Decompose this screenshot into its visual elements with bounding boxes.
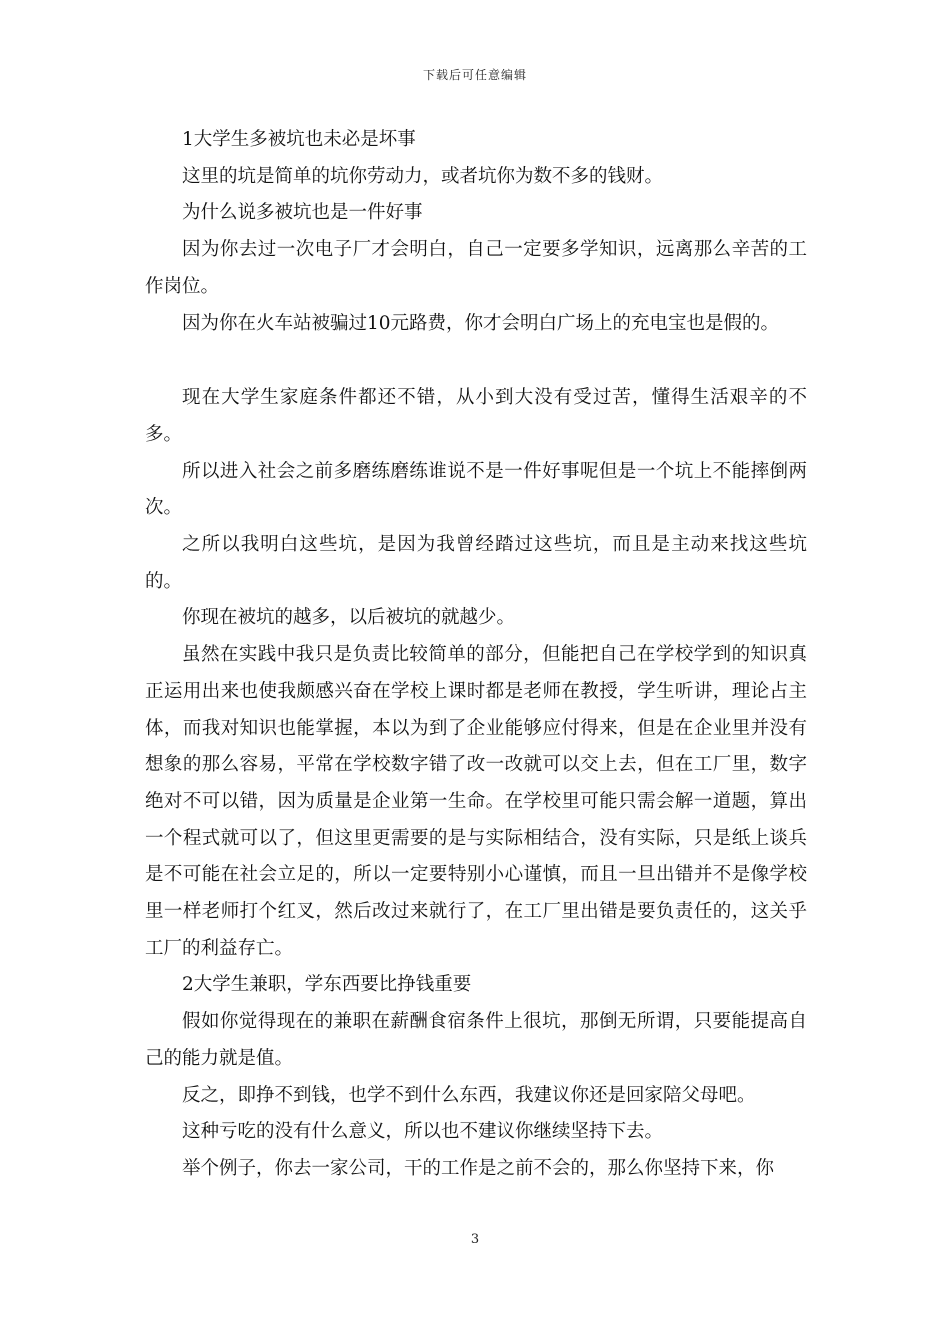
- page-number: 3: [470, 1232, 480, 1247]
- paragraph: 举个例子，你去一家公司，干的工作是之前不会的，那么你坚持下来，你: [182, 1157, 775, 1179]
- page-header: 下载后可任意编辑: [422, 68, 527, 82]
- paragraph: 这种亏吃的没有什么意义，所以也不建议你继续坚持下去。: [182, 1121, 664, 1143]
- document-body: [145, 122, 807, 1188]
- paragraph: 虽然在实践中我只是负责比较简单的部分，但能把自己在学校学到的知识真正运用出来也使我颇感兴奋在学校上课时都是老师在教授，学生听讲，理论占主体，而我对知识也能掌握，本以为到了企业能够应付得来，但是在企业里并没有想象的那么容易，平常在学校数字错了改一改就可以交上去，但在工厂里，数字绝对不可以错，因为质量是企业第一生命。在学校里可能只需会解一道题，算出一个程式就可以了，但这里更需要的是与实际相结合，没有实际，只是纸上谈兵是不可能在社会立足的，所以一定要特别小心谨慎，而且一旦出错并不是像学校里一样老师打个红叉，然后改过来就行了，在工厂里出错是要负责任的，这关乎工厂的利益存亡。: [145, 644, 807, 959]
- section-heading-2: 2大学生兼职，学东西要比挣钱重要: [182, 974, 472, 996]
- paragraph: 所以进入社会之前多磨练磨练谁说不是一件好事呢但是一个坑上不能摔倒两次。: [145, 460, 807, 519]
- paragraph: 假如你觉得现在的兼职在薪酬食宿条件上很坑，那倒无所谓，只要能提高自己的能力就是值。: [145, 1011, 807, 1069]
- section-heading-1: 1大学生多被坑也未必是坏事: [182, 129, 416, 150]
- blank-line: [145, 342, 807, 380]
- paragraph: 为什么说多被坑也是一件好事: [182, 202, 423, 224]
- paragraph: 这里的坑是简单的坑你劳动力，或者坑你为数不多的钱财。: [182, 165, 664, 187]
- paragraph: 之所以我明白这些坑，是因为我曾经踏过这些坑，而且是主动来找这些坑的。: [145, 534, 807, 592]
- paragraph: 因为你去过一次电子厂才会明白，自己一定要多学知识，远离那么辛苦的工作岗位。: [145, 239, 807, 297]
- paragraph: 你现在被坑的越多，以后被坑的就越少。: [182, 607, 516, 629]
- paragraph: 反之，即挣不到钱，也学不到什么东西，我建议你还是回家陪父母吧。: [182, 1084, 756, 1106]
- paragraph: 因为你在火车站被骗过10元路费，你才会明白广场上的充电宝也是假的。: [182, 312, 780, 334]
- paragraph: 现在大学生家庭条件都还不错，从小到大没有受过苦，懂得生活艰辛的不多。: [145, 387, 807, 445]
